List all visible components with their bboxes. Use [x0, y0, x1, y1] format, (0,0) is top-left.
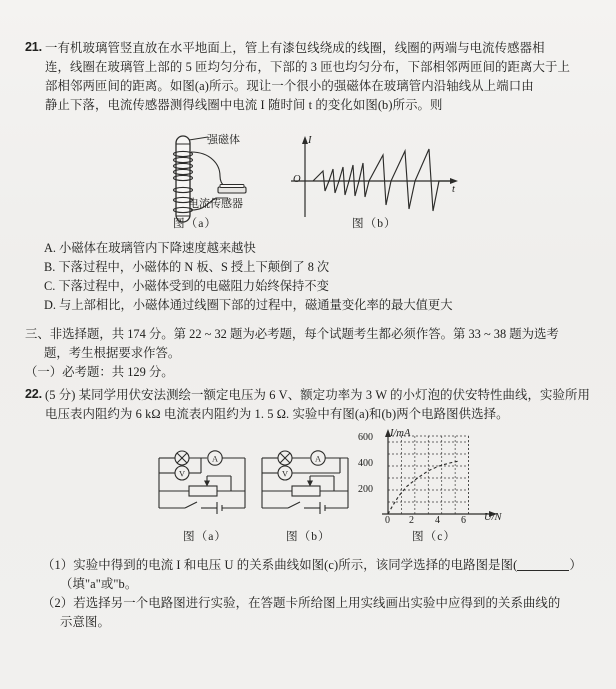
- option-b[interactable]: B. 下落过程中，小磁体的 N 板、S 授上下颠倒了 8 次: [44, 260, 330, 274]
- figure-b-x-axis-label: t: [452, 184, 455, 195]
- circuit-a-caption: 图（a）: [183, 530, 227, 543]
- figure-b-caption: 图（b）: [352, 217, 397, 230]
- chart-x-tick-4: 4: [435, 515, 440, 526]
- question-22-stem-line-1: (5 分) 某同学用伏安法测绘一额定电压为 6 V、额定功率为 3 W 的小灯泡的伏安特性曲线，实验所用: [45, 388, 590, 402]
- question-21-number: 21.: [25, 40, 42, 54]
- chart-x-tick-2: 2: [409, 515, 414, 526]
- figure-a-caption: 图（a）: [173, 217, 217, 230]
- figure-b-origin-label: O: [293, 174, 301, 185]
- sub-question-1-close-paren: ）: [569, 558, 582, 572]
- question-22-stem-line-2: 电压表内阻约为 6 kΩ 电流表内阻约为 1. 5 Ω. 实验中有图(a)和(b)两个电路图供选择。: [45, 407, 509, 421]
- sub-question-2-text: 若选择另一个电路图进行实验，在答题卡所给图上用实线画出实验中应得到的关系曲线的: [73, 596, 561, 610]
- sub-question-2-label: （2）: [42, 596, 74, 610]
- current-sensor-label: 电流传感器: [188, 198, 243, 210]
- question-21-stem-line-2: 连，线圈在玻璃管上部的 5 匝均匀分布，下部的 3 匝也均匀分布，下部相邻两匝间的距离大于上: [45, 60, 571, 74]
- circuit-b-caption: 图（b）: [286, 530, 331, 543]
- sub-question-2-line-1: [42, 594, 594, 613]
- chart-y-tick-400: 400: [358, 458, 373, 469]
- chart-x-axis-label: U/N: [484, 512, 502, 523]
- chart-y-tick-600: 600: [358, 432, 373, 443]
- circuit-a-diagram: [155, 448, 249, 522]
- chart-y-tick-200: 200: [358, 484, 373, 495]
- answer-blank-1[interactable]: [517, 559, 569, 571]
- svg-text:A: A: [211, 454, 219, 464]
- figure-b-waveform: [283, 133, 463, 221]
- question-21-stem-line-1: 一有机玻璃管竖直放在水平地面上，管上有漆包线绕成的线圈，线圈的两端与电流传感器相: [45, 41, 545, 55]
- section-3-subsection: （一）必考题：共 129 分。: [25, 365, 174, 379]
- question-21-stem-line-3: 部相邻两匝间的距离。如图(a)所示。现让一个很小的强磁体在玻璃管内沿轴线从上端口由: [45, 79, 534, 93]
- iu-characteristic-chart: [352, 428, 502, 533]
- option-c[interactable]: C. 下落过程中，小磁体受到的电磁阻力始终保持不变: [44, 279, 329, 293]
- svg-text:V: V: [281, 469, 289, 479]
- option-a[interactable]: A. 小磁体在玻璃管内下降速度越来越快: [44, 241, 256, 255]
- magnet-label: 强磁体: [207, 134, 240, 146]
- figure-c-caption: 图（c）: [412, 530, 456, 543]
- sub-question-1-line-2: （填"a"或"b。: [60, 577, 138, 591]
- question-22-number: 22.: [25, 387, 42, 401]
- option-d[interactable]: D. 与上部相比，小磁体通过线圈下部的过程中，磁通量变化率的最大值更大: [44, 298, 453, 312]
- circuit-b-diagram: [258, 448, 352, 522]
- figure-b-y-axis-label: I: [308, 135, 312, 146]
- sub-question-2-line-2: 示意图。: [60, 615, 110, 629]
- sub-question-1-label: （1）: [42, 558, 74, 572]
- section-3-line-1: 三、非选择题，共 174 分。第 22 ~ 32 题为必考题，每个试题考生都必须作答。第 33 ~ 38 题为选考: [25, 327, 559, 341]
- chart-y-axis-label: I/mA: [390, 428, 411, 439]
- svg-text:A: A: [314, 454, 322, 464]
- chart-x-tick-0: 0: [385, 515, 390, 526]
- chart-x-tick-6: 6: [461, 515, 466, 526]
- section-3-line-2: 题，考生根据要求作答。: [44, 346, 181, 360]
- question-21-stem-line-4: 静止下落，电流传感器测得线圈中电流 I 随时间 t 的变化如图(b)所示。则: [45, 98, 443, 112]
- svg-text:V: V: [178, 469, 186, 479]
- sub-question-1-line-1: [42, 556, 594, 575]
- sub-question-1-text: 实验中得到的电流 I 和电压 U 的关系曲线如图(c)所示，该同学选择的电路图是图(: [73, 558, 518, 572]
